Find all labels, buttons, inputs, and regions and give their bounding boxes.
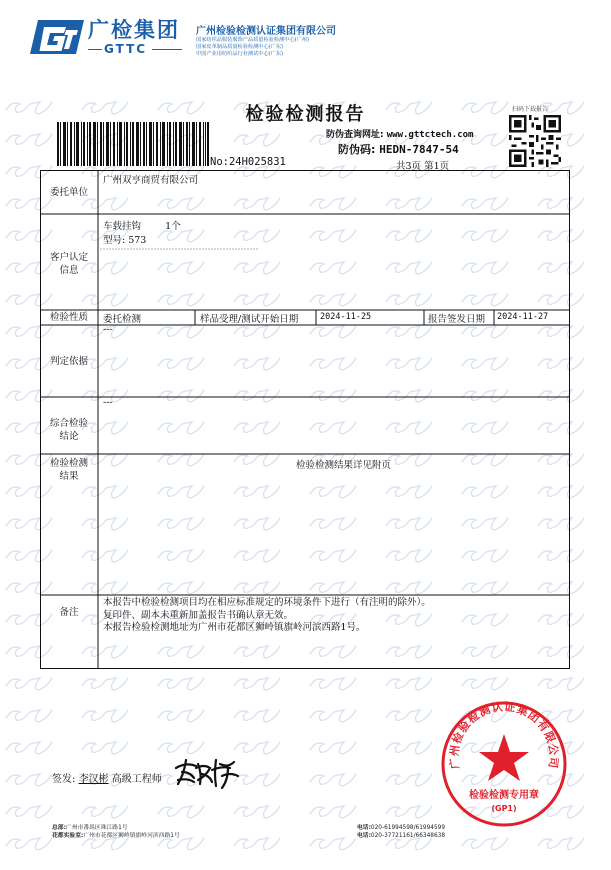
footer-hq-address: 广州市番禺区珠江路1号 [65,825,128,831]
conclusion-value: --- [103,397,113,408]
brand-divider-right [152,49,182,50]
accreditation-line: 国家纺织品服装服饰产品质量检验检测中心(广州) [196,37,309,43]
brand-abbreviation: GTTC [104,42,148,56]
sample-date-value: 2024-11-25 [320,312,372,322]
customer-info-line: 车载挂钩 1个 [103,221,181,232]
result-label: 检验检测结果 [49,458,88,482]
basis-value: --- [103,324,113,335]
footer-lab-phone-value: 020-37721161/66348638 [370,833,446,839]
customer-info-line: 型号: 573 [103,235,147,246]
handwritten-signature [172,754,244,792]
gttc-logo-icon [30,18,84,56]
client-label: 委托单位 [49,187,88,198]
footer-lab-phone [357,830,445,839]
accreditation-line: 中国产业用纺织品行业测试中心(广东) [196,51,284,57]
antifake-label: 防伪码: [338,143,376,156]
footer-lab-address: 广州市花都区狮岭镇旗岭河滨西路1号 [83,833,180,839]
remark-line: 本报告检验检测地址为广州市花都区狮岭镇旗岭河滨西路1号。 [103,622,366,633]
official-stamp [440,700,568,828]
footer-lab [52,830,180,839]
basis-label: 判定依据 [49,356,88,367]
footer-phone-label: 电话: [357,833,371,839]
signer-name: 李汉彬 [78,774,109,785]
brand-divider-left [88,49,102,50]
footer-hq-phone-value: 020-61994598/61994599 [370,825,446,831]
nature-label: 检验性质 [49,312,88,323]
accreditation-line: 国家皮革制品质量检验检测中心(广东) [196,44,284,50]
result-value: 检验检测结果详见附页 [296,460,392,471]
antifake-code [338,141,459,157]
sample-date-label: 样品受理/测试开始日期 [200,314,299,325]
svg-text:检验检测专用章: 检验检测专用章 [469,790,539,801]
qr-code-icon[interactable] [509,115,561,167]
customer-info-label: 客户认定信息 [49,252,88,276]
issue-date-label: 报告签发日期 [428,314,486,325]
remark-line: 复印件、副本未重新加盖报告书确认章无效。 [103,609,294,621]
remarks-block [103,597,431,635]
nature-value: 委托检测 [103,314,142,325]
svg-text:(GP1): (GP1) [491,804,517,813]
report-title: 检验检测报告 [245,104,366,125]
client-value: 广州双亨商贸有限公司 [103,175,199,186]
signature-line [52,770,162,785]
footer-lab-label: 花都实验室: [52,833,84,839]
footer-phone-label: 电话: [357,825,371,831]
page-indicator: 共3页 第1页 [396,161,450,172]
scan-hint: 扫码下载报告 [512,106,549,113]
barcode-icon [57,122,209,166]
signature-label: 签发: [52,774,76,785]
signer-title: 高级工程师 [111,774,162,785]
report-number: No:24H025831 [210,156,286,168]
company-name: 广州检验检测认证集团有限公司 [196,26,336,37]
antifake-value: HEDN-7847-54 [379,143,459,156]
query-url[interactable]: www.gttctech.com [386,130,474,140]
query-label: 防伪查询网址: [326,130,384,140]
issue-date-value: 2024-11-27 [497,312,549,322]
footer-hq-label: 总部: [52,825,66,831]
remark-line: 本报告中检验检测项目均在相应标准规定的环境条件下进行（有注明的除外）。 [103,597,431,608]
brand-name: 广检集团 [88,18,180,42]
query-website[interactable] [326,127,473,140]
svg-text:广州检验检测认证集团有限公司: 广州检验检测认证集团有限公司 [447,700,561,770]
remarks-label: 备注 [59,607,79,618]
conclusion-label: 综合检验结论 [49,418,88,442]
